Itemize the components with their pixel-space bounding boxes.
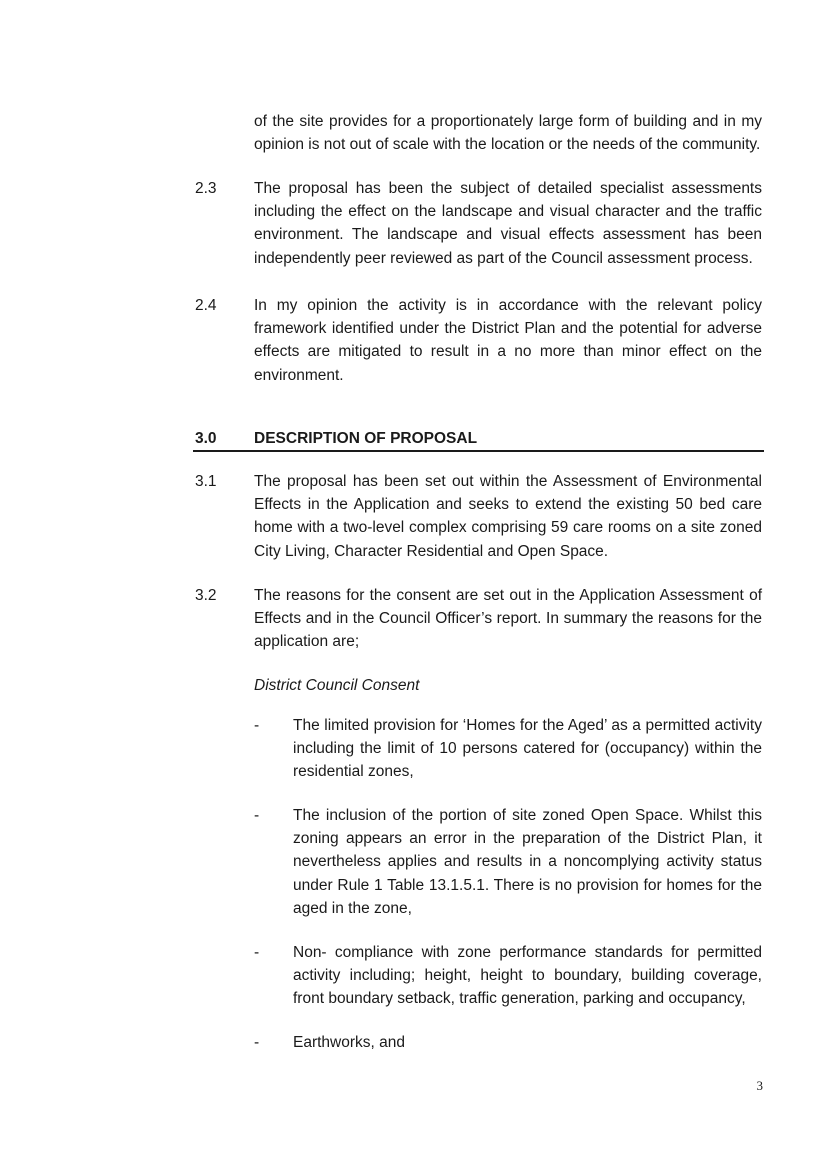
bullet-marker: -: [254, 1034, 260, 1051]
bullet-marker: -: [254, 944, 260, 961]
continued-paragraph: of the site provides for a proportionately large form of building and in my opinion is not out of scale with the location or the needs of the community.: [254, 113, 762, 154]
paragraph-number-3-2: 3.2: [195, 587, 217, 604]
paragraph-number-2-4: 2.4: [195, 297, 217, 314]
bullet-item: Earthworks, and: [293, 1034, 405, 1051]
paragraph-3-1: The proposal has been set out within the Assessment of Environmental Effects in the Application and seeks to extend the existing 50 bed care home with a two-level complex comprising 59 care rooms on a site zoned City Living, Character Residential and Open Space.: [254, 473, 762, 560]
section-number: 3.0: [195, 430, 217, 447]
bullet-item: Non- compliance with zone performance standards for permitted activity including; height, height to boundary, building coverage, front boundary setback, traffic generation, parking and occupancy,: [293, 944, 762, 1008]
page-number: 3: [756, 1078, 763, 1093]
paragraph-number-2-3: 2.3: [195, 180, 217, 197]
paragraph-number-3-1: 3.1: [195, 473, 217, 490]
section-title: DESCRIPTION OF PROPOSAL: [254, 430, 478, 447]
section-divider: [193, 450, 764, 452]
bullet-marker: -: [254, 717, 260, 734]
bullet-item: The limited provision for ‘Homes for the Aged’ as a permitted activity including the limit of 10 persons catered for (occupancy) within the residential zones,: [293, 717, 762, 781]
paragraph-3-2: The reasons for the consent are set out in the Application Assessment of Effects and in the Council Officer’s report. In summary the reasons for the application are;: [254, 587, 762, 651]
subheading-district-council-consent: District Council Consent: [254, 677, 420, 694]
paragraph-2-4: In my opinion the activity is in accordance with the relevant policy framework identified under the District Plan and the potential for adverse effects are mitigated to result in a no more than minor effect on the environment.: [254, 297, 762, 384]
paragraph-2-3: The proposal has been the subject of detailed specialist assessments including the effect on the landscape and visual character and the traffic environment. The landscape and visual effects assessment has been independently peer reviewed as part of the Council assessment process.: [254, 180, 762, 267]
bullet-item: The inclusion of the portion of site zoned Open Space. Whilst this zoning appears an error in the preparation of the District Plan, it nevertheless applies and results in a noncomplying activity status under Rule 1 Table 13.1.5.1. There is no provision for homes for the aged in the zone,: [293, 807, 762, 917]
bullet-marker: -: [254, 807, 260, 824]
